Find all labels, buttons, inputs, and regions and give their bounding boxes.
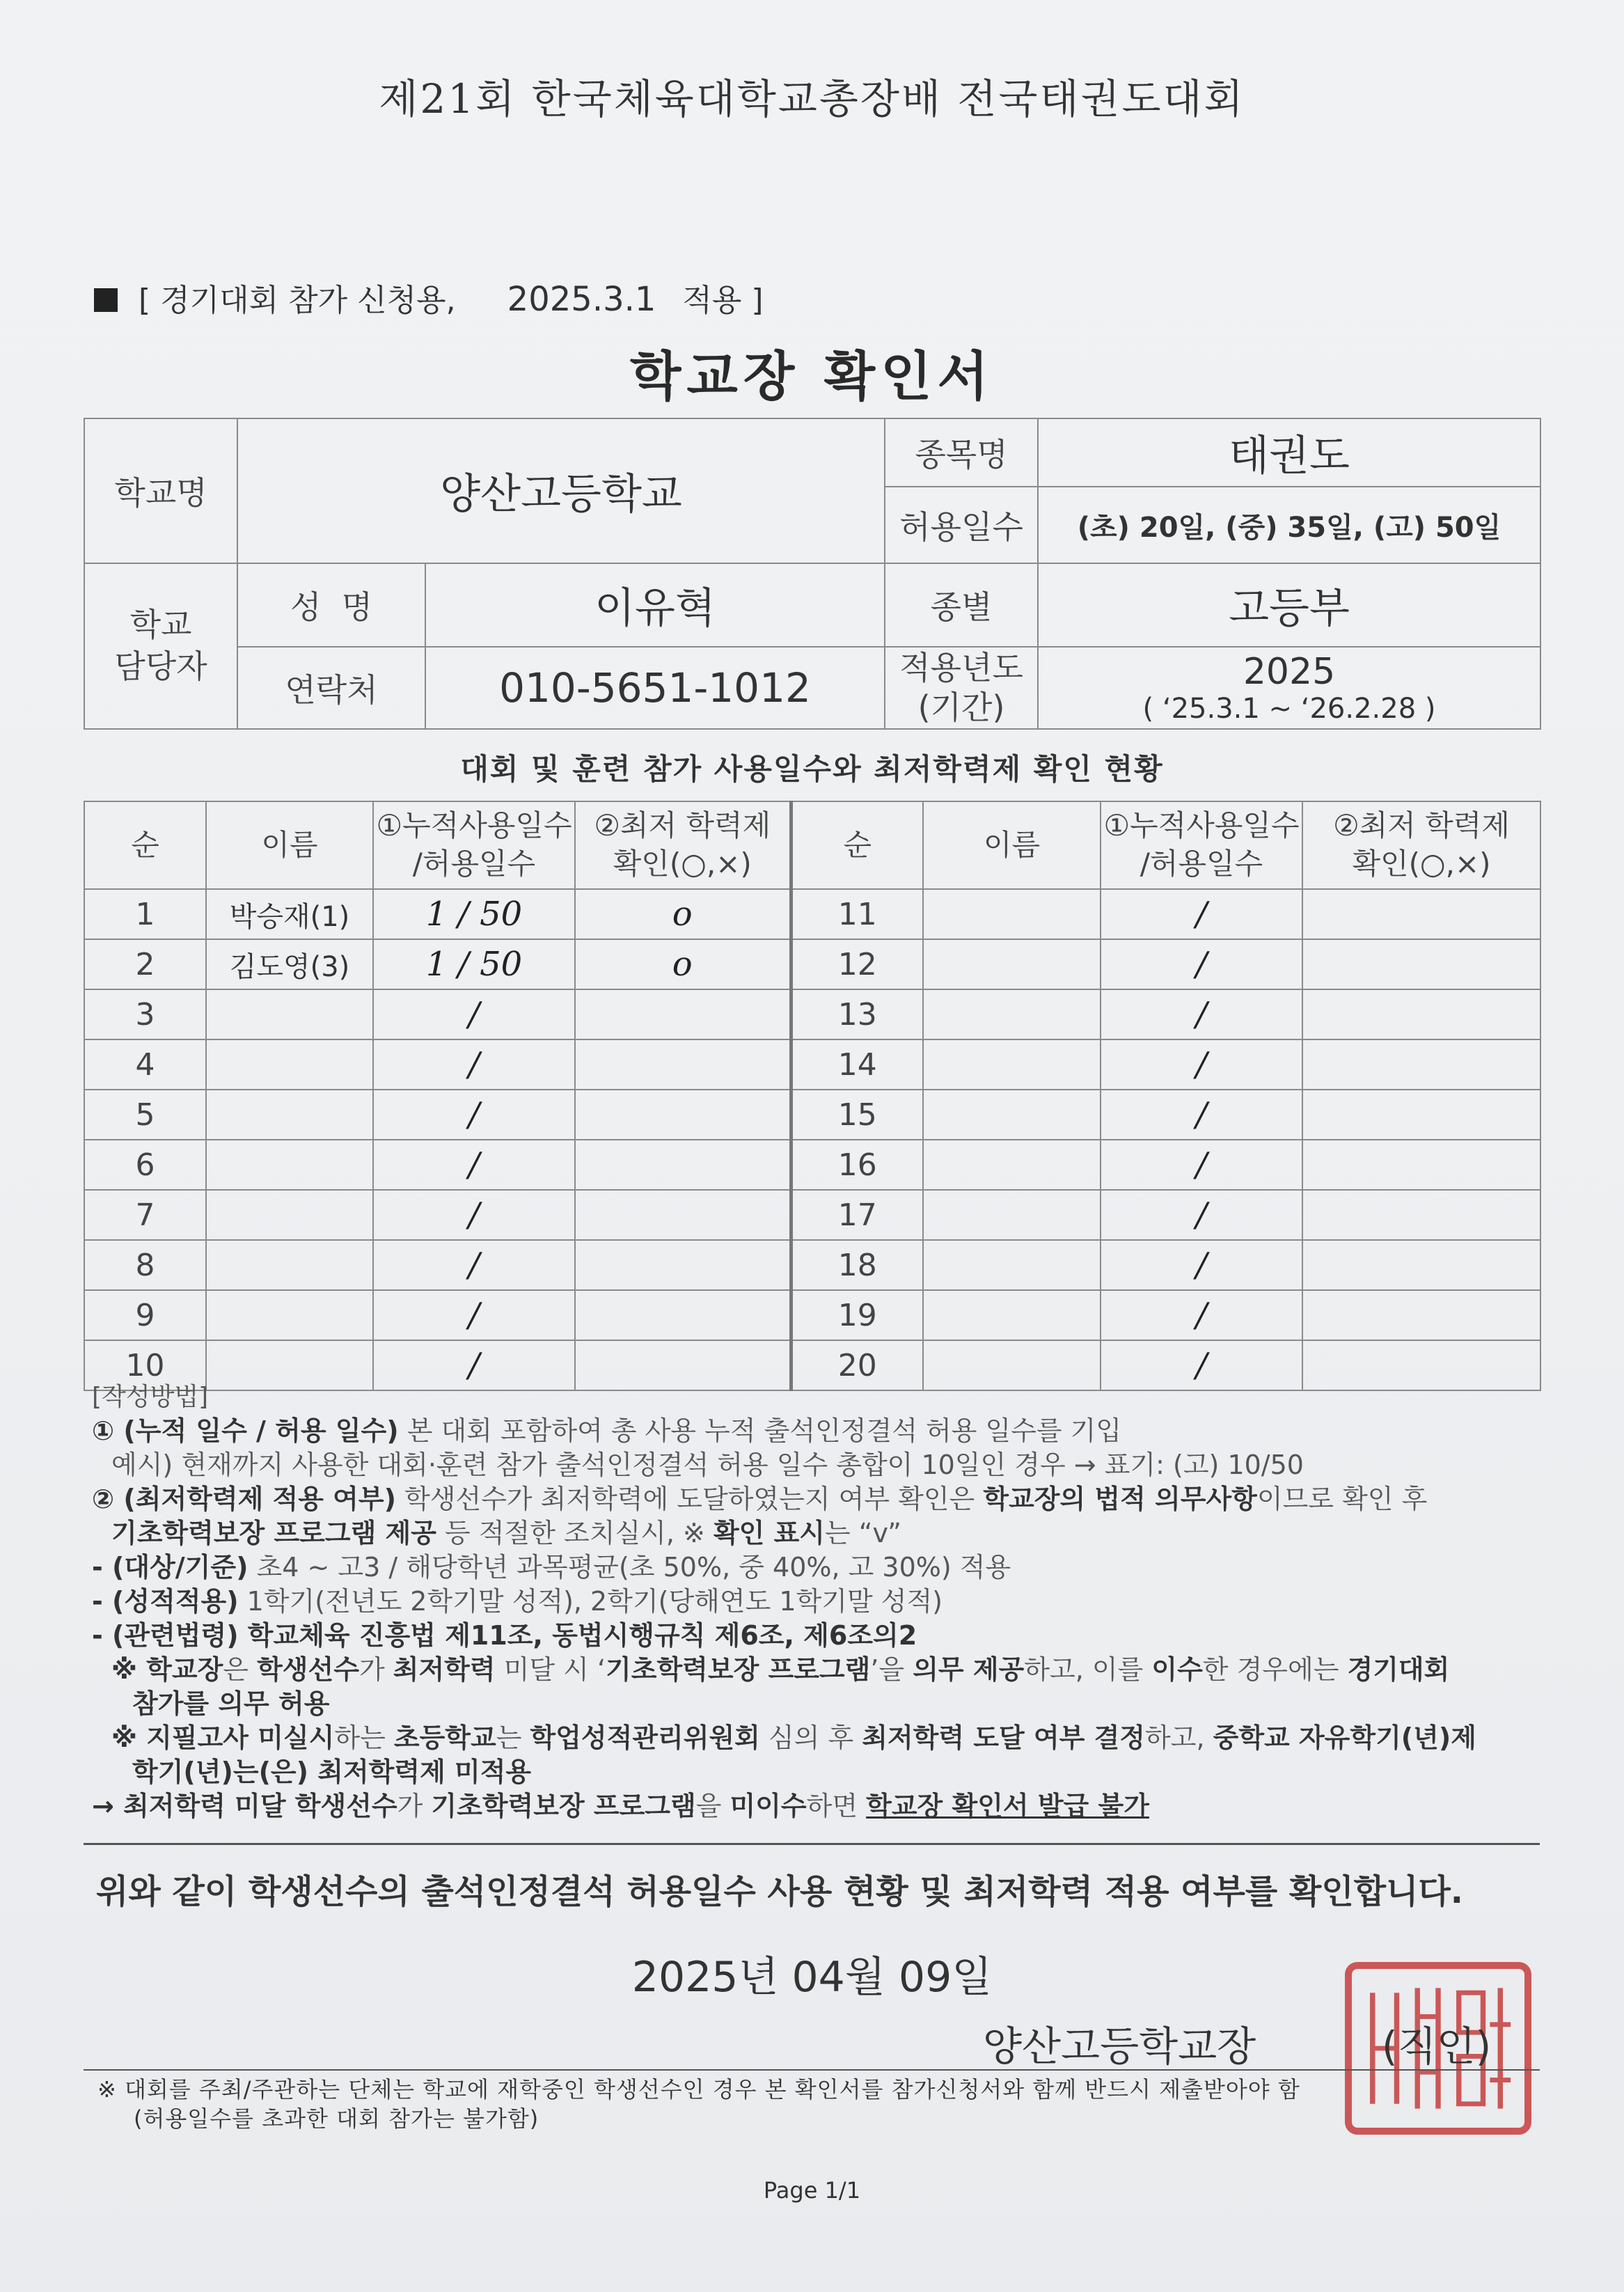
period-value: ( ‘25.3.1 ~ ‘26.2.28 ) [1142,693,1436,725]
row-name [923,1140,1101,1190]
note-8-c: 기초학력보장 프로그램 [431,1791,696,1821]
table-row [84,1290,1540,1340]
note-6-k: 이수 [1151,1654,1203,1685]
table-row [84,1039,1540,1090]
row-no: 2 [84,939,206,989]
name-label: 성 명 [237,563,425,647]
note-8-f: 하면 [806,1791,867,1821]
row-days: / [1101,1190,1302,1240]
row-no: 3 [84,989,206,1039]
school-value: 양산고등학교 [237,418,885,563]
note-3-text: 초4 ~ 고3 / 해당학년 과목평균(초 50%, 중 40%, 고 30%) 적용 [248,1552,1011,1583]
year-label: 적용년도 (기간) [885,647,1038,729]
row-check [575,1240,791,1290]
row-days: / [1101,989,1302,1039]
row-no: 4 [84,1039,206,1090]
sport-label: 종목명 [885,418,1038,487]
row-check [1302,1190,1540,1240]
row-days: / [1101,889,1302,939]
sport-value: 태권도 [1038,418,1540,487]
row-name [923,1190,1101,1240]
note-1 [92,1414,1476,1448]
col-days-line1: ①누적사용일수 [376,808,572,843]
row-days: / [1101,939,1302,989]
note-2-text4: 는 “v” [825,1518,901,1548]
row-check [575,989,791,1039]
principal-name: 양산고등학교장 [983,2023,1256,2070]
row-days: / [1101,1290,1302,1340]
row-name [923,1290,1101,1340]
col-days-line1: ①누적사용일수 [1103,808,1300,843]
row-no: 8 [84,1240,206,1290]
note-4 [92,1585,1476,1619]
row-check [1302,1090,1540,1140]
row-name [206,1190,373,1240]
row-days: / [373,1240,575,1290]
document-title: 학교장 확인서 [630,345,994,407]
row-days: / [373,989,575,1039]
row-days: / [1101,1039,1302,1090]
note-2-cont [92,1516,1476,1551]
row-name [206,1039,373,1090]
note-8-a: → 최저학력 미달 학생선수 [92,1791,397,1821]
col-check-line1: ②최저 학력제 [594,808,771,843]
note-8 [92,1789,1476,1823]
separator-line-bottom [84,2069,1540,2071]
separator-line-top [84,1843,1540,1845]
note-2-text2: 이므로 확인 후 [1256,1484,1428,1514]
phone-value: 010-5651-1012 [425,647,885,729]
table-row [84,1240,1540,1290]
col-check-right [1302,801,1540,889]
table-row [84,989,1540,1039]
note-6-b: 은 [223,1654,258,1685]
row-check [1302,1140,1540,1190]
year-cell [1038,647,1540,729]
note-7-a: ※ 지필고사 미실시 [111,1722,335,1753]
col-no-left: 순 [84,801,206,889]
table-row [84,1190,1540,1240]
col-days-right [1101,801,1302,889]
issue-date: 2025년 04월 09일 [631,1953,993,2002]
row-name [923,939,1101,989]
row-check [1302,1039,1540,1090]
application-date: 2025.3.1 [507,280,656,319]
row-check: o [575,889,791,939]
row-no: 6 [84,1140,206,1190]
note-4-key: - (성적적용) [92,1586,239,1617]
footnote-line-1: ※ 대회를 주최/주관하는 단체는 학교에 재학중인 학생선수인 경우 본 확인서를 참가신청서와 함께 반드시 제출받아야 함 [97,2076,1300,2103]
note-7 [92,1721,1476,1755]
note-7-i: 중학교 자유학기(년)제 [1213,1722,1476,1753]
application-note-text: [ 경기대회 참가 신청용, [139,283,456,318]
row-no: 10 [84,1340,206,1390]
row-name [206,1290,373,1340]
note-8-e: 미이수 [730,1791,807,1821]
application-note [94,275,764,320]
notes-heading: [작성방법] [92,1383,209,1411]
application-suffix: 적용 ] [682,283,764,318]
row-no: 5 [84,1090,206,1140]
note-8-d: 을 [695,1791,730,1821]
note-1-example: 예시) 현재까지 사용한 대회·훈련 참가 출석인정결석 허용 일수 총합이 10일인 경우 → 표기: (고) 10/50 [111,1450,1304,1480]
row-days: / [1101,1090,1302,1140]
row-name: 김도영(3) [206,939,373,989]
row-check [575,1290,791,1340]
row-no: 13 [791,989,923,1039]
note-3 [92,1551,1476,1585]
row-name [923,1240,1101,1290]
division-label: 종별 [885,563,1038,647]
row-days: / [373,1140,575,1190]
note-3-key: - (대상/기준) [92,1552,249,1583]
note-7-h: 하고, [1145,1722,1213,1753]
seal-label: (직인) [1382,2023,1492,2070]
row-no: 9 [84,1290,206,1340]
note-8-b: 가 [397,1791,432,1821]
row-no: 20 [791,1340,923,1390]
footnote-line-2: (허용일수를 초과한 대회 참가는 불가함) [134,2105,539,2132]
row-check [1302,939,1540,989]
note-7-b: 하는 [334,1722,394,1753]
col-name-left: 이름 [206,801,373,889]
col-days-left [373,801,575,889]
note-6-cont: 참가를 의무 허용 [132,1688,330,1719]
page-number: Page 1/1 [763,2177,861,2204]
note-1-key: ① (누적 일수 / 허용 일수) [92,1415,399,1446]
row-check [575,1140,791,1190]
note-6 [92,1653,1476,1687]
row-days: / [1101,1140,1302,1190]
allowed-days-value: (초) 20일, (중) 35일, (고) 50일 [1038,487,1540,563]
note-2-text: 학생선수가 최저학력에 도달하였는지 여부 확인은 [395,1484,984,1514]
row-no: 12 [791,939,923,989]
row-check [1302,889,1540,939]
school-label: 학교명 [84,418,237,563]
note-2-text3: 등 적절한 조치실시, ※ [436,1518,714,1548]
row-name [923,989,1101,1039]
phone-label: 연락처 [237,647,425,729]
row-days: 1 / 50 [373,889,575,939]
col-check-line1: ②최저 학력제 [1333,808,1510,843]
col-name-right: 이름 [923,801,1101,889]
note-5 [92,1619,1476,1653]
confirmation-statement: 위와 같이 학생선수의 출석인정결석 허용일수 사용 현황 및 최저학력 적용 여부를 확인합니다. [96,1872,1464,1911]
note-7-d: 는 [496,1722,530,1753]
row-name [206,1240,373,1290]
row-days: / [373,1039,575,1090]
note-5-text: 학교체육 진흥법 제11조, 동법시행규칙 제6조, 제6조의2 [238,1620,917,1651]
row-no: 1 [84,889,206,939]
row-check [1302,1240,1540,1290]
row-name [206,989,373,1039]
note-7-c: 초등학교 [393,1722,496,1753]
note-6-d: 가 [358,1654,393,1685]
col-no-right: 순 [791,801,923,889]
note-8-g: 학교장 확인서 발급 불가 [866,1791,1149,1821]
note-6-f: 미달 시 ‘ [495,1654,606,1685]
row-name [923,889,1101,939]
note-6-h: ’을 [870,1654,913,1685]
note-7-cont: 학기(년)는(은) 최저학력제 미적용 [132,1757,532,1787]
note-2-program: 기초학력보장 프로그램 제공 [111,1518,436,1548]
note-5-key: - (관련법령) [92,1620,239,1651]
note-6-l: 한 경우에는 [1202,1654,1348,1685]
row-days: / [373,1190,575,1240]
event-title: 제21회 한국체육대학교총장배 전국태권도대회 [379,75,1245,123]
row-days: / [373,1340,575,1390]
writing-instructions [92,1380,1476,1823]
row-no: 17 [791,1190,923,1240]
table-row [84,1090,1540,1140]
square-bullet-icon [94,288,118,312]
note-1-text: 본 대회 포함하여 총 사용 누적 출석인정결석 허용 일수를 기입 [398,1415,1122,1446]
contact-person-label: 학교 담당자 [84,563,237,729]
note-2-duty: 학교장의 법적 의무사항 [983,1484,1257,1514]
col-days-line2: /허용일수 [1140,847,1263,881]
note-6-i: 의무 제공 [913,1654,1025,1685]
row-no: 7 [84,1190,206,1240]
note-2-key: ② (최저학력제 적용 여부) [92,1484,396,1514]
row-check [1302,1290,1540,1340]
division-value: 고등부 [1038,563,1540,647]
row-check [575,1039,791,1090]
row-name: 박승재(1) [206,889,373,939]
footnote [97,2075,1300,2133]
row-name [923,1039,1101,1090]
row-name [923,1090,1101,1140]
note-2 [92,1482,1476,1516]
note-6-j: 하고, 이를 [1024,1654,1152,1685]
row-name [206,1140,373,1190]
row-no: 18 [791,1240,923,1290]
note-2-mark: 확인 표시 [713,1518,826,1548]
note-7-e: 학업성적관리위원회 [530,1722,760,1753]
row-check [1302,989,1540,1039]
col-check-line2: 확인(○,×) [1352,847,1491,881]
table-row [84,889,1540,939]
row-days: / [373,1290,575,1340]
records-header-row [84,801,1540,889]
participation-records-table [84,801,1541,1391]
note-7-g: 최저학력 도달 여부 결정 [862,1722,1146,1753]
note-6-c: 학생선수 [257,1654,359,1685]
note-4-text: 1학기(전년도 2학기말 성적), 2학기(당해연도 1학기말 성적) [238,1586,943,1617]
row-check [575,1190,791,1240]
row-no: 15 [791,1090,923,1140]
row-no: 16 [791,1140,923,1190]
note-6-a: ※ 학교장 [111,1654,223,1685]
row-no: 19 [791,1290,923,1340]
col-check-line2: 확인(○,×) [613,847,752,881]
name-value: 이유혁 [425,563,885,647]
row-no: 14 [791,1039,923,1090]
note-6-m: 경기대회 [1347,1654,1450,1685]
records-section-title: 대회 및 훈련 참가 사용일수와 최저학력제 확인 현황 [460,752,1164,786]
row-days: / [1101,1240,1302,1290]
note-6-e: 최저학력 [393,1654,496,1685]
row-days: 1 / 50 [373,939,575,989]
table-row [84,939,1540,989]
row-check [575,1090,791,1140]
table-row [84,1140,1540,1190]
row-no: 11 [791,889,923,939]
col-check-left [575,801,791,889]
row-check: o [575,939,791,989]
row-days: / [373,1090,575,1140]
note-6-g: 기초학력보장 프로그램 [606,1654,871,1685]
allowed-days-label: 허용일수 [885,487,1038,563]
records-body [84,889,1540,1390]
col-days-line2: /허용일수 [412,847,536,881]
year-value: 2025 [1243,651,1336,693]
row-name [206,1090,373,1140]
row-days: / [1101,1340,1302,1390]
note-7-f: 심의 후 [759,1722,862,1753]
school-info-table [84,418,1541,730]
